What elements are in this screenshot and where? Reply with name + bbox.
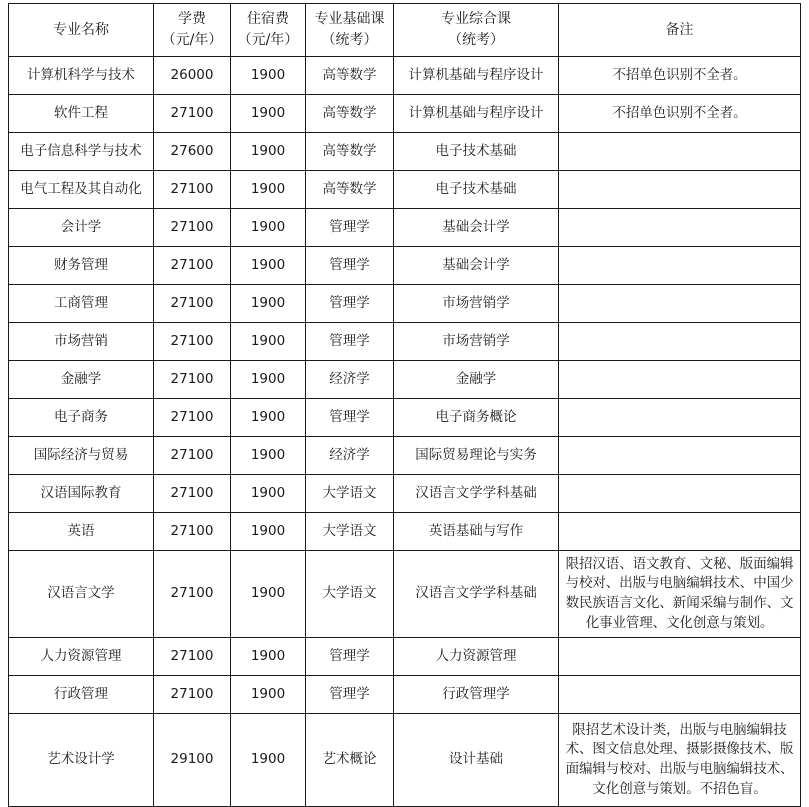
- cell-remark: [559, 285, 801, 323]
- cell-base-course: 管理学: [306, 285, 394, 323]
- column-header-remark-line1: 备注: [665, 21, 694, 38]
- table-body: [9, 57, 801, 807]
- cell-tuition: 27100: [154, 638, 231, 676]
- column-header-major: [9, 4, 154, 57]
- table-row: [9, 475, 801, 513]
- cell-dorm-fee: 1900: [231, 285, 306, 323]
- cell-dorm-fee: 1900: [231, 209, 306, 247]
- cell-tuition: 27100: [154, 475, 231, 513]
- cell-comprehensive-course: 电子技术基础: [394, 171, 559, 209]
- cell-base-course: 管理学: [306, 247, 394, 285]
- table-row: [9, 513, 801, 551]
- cell-comprehensive-course: 汉语言文学学科基础: [394, 475, 559, 513]
- table-row: [9, 57, 801, 95]
- cell-dorm-fee: 1900: [231, 714, 306, 807]
- cell-tuition: 26000: [154, 57, 231, 95]
- cell-dorm-fee: 1900: [231, 361, 306, 399]
- cell-comprehensive-course: 市场营销学: [394, 323, 559, 361]
- cell-major: 财务管理: [9, 247, 154, 285]
- cell-major: 汉语国际教育: [9, 475, 154, 513]
- table-row: [9, 323, 801, 361]
- cell-comprehensive-course: 计算机基础与程序设计: [394, 95, 559, 133]
- cell-tuition: 27100: [154, 285, 231, 323]
- column-header-comprehensive-course-line2: （统考）: [448, 32, 504, 48]
- cell-dorm-fee: 1900: [231, 247, 306, 285]
- cell-dorm-fee: 1900: [231, 95, 306, 133]
- cell-base-course: 大学语文: [306, 513, 394, 551]
- cell-tuition: 27100: [154, 551, 231, 638]
- cell-comprehensive-course: 设计基础: [394, 714, 559, 807]
- column-header-tuition: [154, 4, 231, 57]
- cell-tuition: 27100: [154, 209, 231, 247]
- header-row: [9, 4, 801, 57]
- cell-dorm-fee: 1900: [231, 399, 306, 437]
- table-row: [9, 551, 801, 638]
- cell-dorm-fee: 1900: [231, 171, 306, 209]
- cell-dorm-fee: 1900: [231, 57, 306, 95]
- cell-base-course: 经济学: [306, 361, 394, 399]
- cell-major: 软件工程: [9, 95, 154, 133]
- cell-major: 工商管理: [9, 285, 154, 323]
- column-header-base-course: [306, 4, 394, 57]
- table-row: [9, 361, 801, 399]
- table-row: [9, 437, 801, 475]
- column-header-comprehensive-course: [394, 4, 559, 57]
- cell-comprehensive-course: 计算机基础与程序设计: [394, 57, 559, 95]
- cell-remark: [559, 513, 801, 551]
- cell-remark: 不招单色识别不全者。: [559, 57, 801, 95]
- table-row: [9, 714, 801, 807]
- cell-remark: [559, 676, 801, 714]
- cell-dorm-fee: 1900: [231, 475, 306, 513]
- cell-tuition: 27100: [154, 513, 231, 551]
- cell-remark: [559, 361, 801, 399]
- cell-comprehensive-course: 市场营销学: [394, 285, 559, 323]
- cell-base-course: 管理学: [306, 209, 394, 247]
- column-header-base-course-line1: 专业基础课: [314, 11, 385, 27]
- cell-remark: [559, 399, 801, 437]
- cell-tuition: 27100: [154, 399, 231, 437]
- cell-dorm-fee: 1900: [231, 437, 306, 475]
- cell-dorm-fee: 1900: [231, 323, 306, 361]
- cell-base-course: 管理学: [306, 323, 394, 361]
- cell-comprehensive-course: 金融学: [394, 361, 559, 399]
- table-row: [9, 133, 801, 171]
- cell-base-course: 大学语文: [306, 475, 394, 513]
- cell-major: 汉语言文学: [9, 551, 154, 638]
- cell-remark: 限招汉语、语文教育、文秘、版面编辑与校对、出版与电脑编辑技术、中国少数民族语言文化、新闻采编与制作、文化事业管理、文化创意与策划。: [559, 551, 801, 638]
- table-row: [9, 676, 801, 714]
- cell-tuition: 27100: [154, 323, 231, 361]
- cell-tuition: 27100: [154, 676, 231, 714]
- cell-major: 会计学: [9, 209, 154, 247]
- cell-base-course: 高等数学: [306, 133, 394, 171]
- cell-remark: [559, 133, 801, 171]
- cell-tuition: 27100: [154, 361, 231, 399]
- cell-base-course: 艺术概论: [306, 714, 394, 807]
- column-header-dorm-line2: （元/年）: [237, 32, 299, 48]
- major-tuition-and-exam-subjects-table: [8, 3, 801, 807]
- cell-base-course: 管理学: [306, 399, 394, 437]
- cell-comprehensive-course: 电子技术基础: [394, 133, 559, 171]
- column-header-base-course-line2: （统考）: [321, 32, 378, 48]
- cell-tuition: 27600: [154, 133, 231, 171]
- table-row: [9, 285, 801, 323]
- cell-remark: [559, 171, 801, 209]
- cell-base-course: 高等数学: [306, 57, 394, 95]
- cell-tuition: 27100: [154, 247, 231, 285]
- cell-dorm-fee: 1900: [231, 676, 306, 714]
- table-row: [9, 399, 801, 437]
- cell-major: 市场营销: [9, 323, 154, 361]
- cell-major: 电子信息科学与技术: [9, 133, 154, 171]
- column-header-comprehensive-course-line1: 专业综合课: [441, 11, 511, 27]
- cell-major: 电子商务: [9, 399, 154, 437]
- cell-remark: [559, 247, 801, 285]
- cell-major: 金融学: [9, 361, 154, 399]
- cell-tuition: 27100: [154, 171, 231, 209]
- cell-comprehensive-course: 行政管理学: [394, 676, 559, 714]
- cell-remark: [559, 638, 801, 676]
- table-row: [9, 171, 801, 209]
- cell-base-course: 大学语文: [306, 551, 394, 638]
- cell-major: 电气工程及其自动化: [9, 171, 154, 209]
- cell-remark: [559, 323, 801, 361]
- cell-comprehensive-course: 人力资源管理: [394, 638, 559, 676]
- cell-remark: 限招艺术设计类，出版与电脑编辑技术、图文信息处理、摄影摄像技术、版面编辑与校对、出版与电脑编辑技术、文化创意与策划。不招色盲。: [559, 714, 801, 807]
- cell-tuition: 27100: [154, 95, 231, 133]
- cell-comprehensive-course: 基础会计学: [394, 209, 559, 247]
- table-row: [9, 247, 801, 285]
- cell-tuition: 29100: [154, 714, 231, 807]
- cell-remark: 不招单色识别不全者。: [559, 95, 801, 133]
- cell-comprehensive-course: 电子商务概论: [394, 399, 559, 437]
- cell-comprehensive-course: 基础会计学: [394, 247, 559, 285]
- column-header-dorm-line1: 住宿费: [247, 11, 289, 27]
- table-header: [9, 4, 801, 57]
- table-row: [9, 209, 801, 247]
- cell-dorm-fee: 1900: [231, 133, 306, 171]
- cell-base-course: 管理学: [306, 638, 394, 676]
- cell-comprehensive-course: 汉语言文学学科基础: [394, 551, 559, 638]
- column-header-tuition-line2: （元/年）: [161, 32, 223, 48]
- column-header-remark: [559, 4, 801, 57]
- cell-remark: [559, 437, 801, 475]
- cell-dorm-fee: 1900: [231, 638, 306, 676]
- column-header-tuition-line1: 学费: [178, 11, 206, 27]
- cell-base-course: 高等数学: [306, 95, 394, 133]
- cell-base-course: 高等数学: [306, 171, 394, 209]
- cell-major: 艺术设计学: [9, 714, 154, 807]
- column-header-major-line1: 专业名称: [53, 21, 109, 38]
- cell-major: 计算机科学与技术: [9, 57, 154, 95]
- table-row: [9, 638, 801, 676]
- column-header-dorm: [231, 4, 306, 57]
- cell-major: 英语: [9, 513, 154, 551]
- cell-comprehensive-course: 国际贸易理论与实务: [394, 437, 559, 475]
- cell-major: 行政管理: [9, 676, 154, 714]
- cell-dorm-fee: 1900: [231, 551, 306, 638]
- cell-dorm-fee: 1900: [231, 513, 306, 551]
- cell-remark: [559, 209, 801, 247]
- cell-comprehensive-course: 英语基础与写作: [394, 513, 559, 551]
- cell-remark: [559, 475, 801, 513]
- cell-major: 人力资源管理: [9, 638, 154, 676]
- cell-base-course: 经济学: [306, 437, 394, 475]
- cell-major: 国际经济与贸易: [9, 437, 154, 475]
- cell-base-course: 管理学: [306, 676, 394, 714]
- table-row: [9, 95, 801, 133]
- cell-tuition: 27100: [154, 437, 231, 475]
